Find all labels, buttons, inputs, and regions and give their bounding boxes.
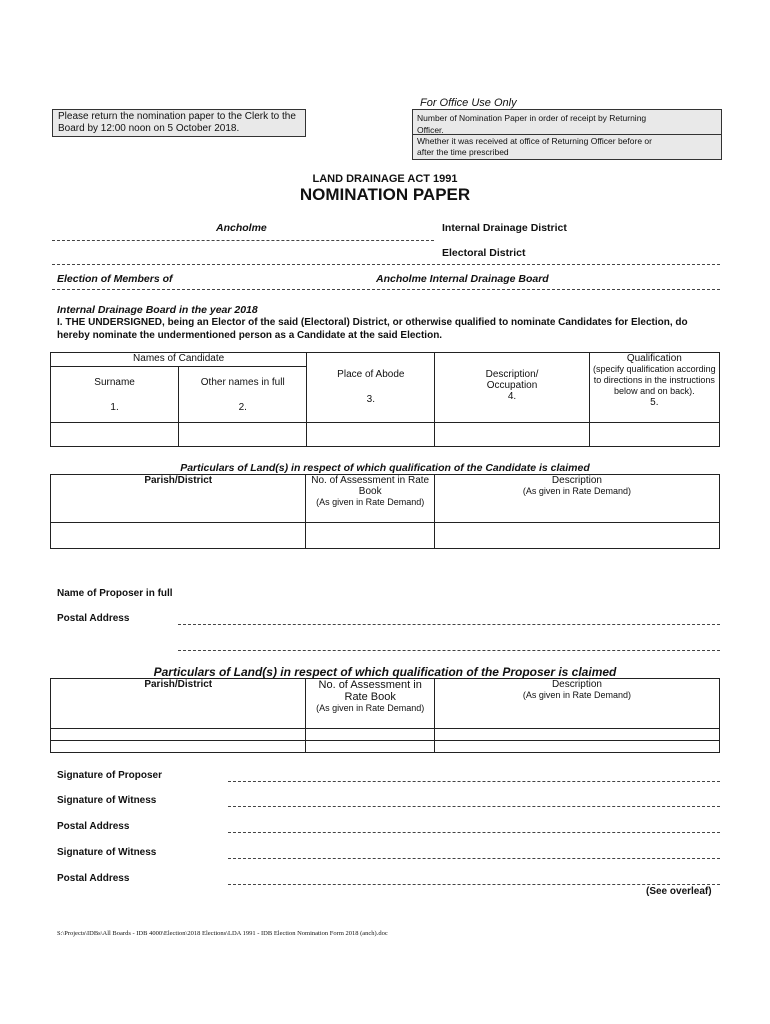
proposer-land-table [50, 678, 720, 753]
names-header: Names of Candidate [51, 353, 307, 367]
signature-witness-2-field[interactable] [228, 858, 720, 859]
election-label: Election of Members of [57, 273, 173, 285]
proposer-land-row[interactable] [51, 729, 720, 741]
witness-2-postal-field[interactable] [228, 884, 720, 885]
parish-header: Parish/District [51, 475, 306, 523]
proposer-land-row[interactable] [51, 741, 720, 753]
witness-postal-label: Postal Address [57, 821, 130, 832]
return-notice: Please return the nomination paper to the Clerk to the Board by 12:00 noon on 5 October 2018. [58, 111, 296, 134]
assessment-header: No. of Assessment in Rate Book (As given in Rate Demand) [306, 679, 434, 729]
signature-witness-field[interactable] [228, 806, 720, 807]
signature-witness-2-label: Signature of Witness [57, 847, 157, 858]
proposer-land-heading: Particulars of Land(s) in respect of which qualification of the Proposer is claimed [153, 665, 617, 679]
signature-proposer-label: Signature of Proposer [57, 770, 163, 781]
candidate-land-table [50, 474, 720, 549]
postal-field-2[interactable] [178, 650, 720, 651]
surname-header: Surname 1. [51, 367, 179, 423]
witness-postal-field[interactable] [228, 832, 720, 833]
other-names-header: Other names in full 2. [179, 367, 307, 423]
other-names-cell[interactable] [179, 423, 307, 447]
office-row-receipt: Number of Nomination Paper in order of receipt by Returning Officer. [417, 113, 647, 135]
qualification-cell[interactable] [589, 423, 719, 447]
postal-label: Postal Address [57, 613, 130, 624]
office-row-time: Whether it was received at office of Returning Officer before or after the time prescribed [417, 136, 652, 157]
surname-cell[interactable] [51, 423, 179, 447]
abode-cell[interactable] [307, 423, 435, 447]
candidate-land-heading: Particulars of Land(s) in respect of which qualification of the Candidate is claimed [180, 462, 590, 474]
land-description-header: Description (As given in Rate Demand) [434, 475, 719, 523]
election-board: Ancholme Internal Drainage Board [376, 273, 549, 285]
return-notice-box [52, 109, 306, 137]
signature-proposer-field[interactable] [228, 781, 720, 782]
act-heading: LAND DRAINAGE ACT 1991 [312, 173, 458, 185]
proposer-name-label: Name of Proposer in full [57, 588, 173, 599]
candidate-land-row[interactable] [51, 523, 720, 549]
land-description-header: Description (As given in Rate Demand) [434, 679, 719, 729]
declaration: I. THE UNDERSIGNED, being an Elector of the said (Electoral) District, or otherwise qualified to nominate Candidates for Election, do hereby nominate the undermentioned person as a Candidate at the said Election. [57, 317, 688, 341]
assessment-header: No. of Assessment in Rate Book (As given in Rate Demand) [306, 475, 434, 523]
page-title: NOMINATION PAPER [299, 185, 471, 204]
electoral-label: Electoral District [442, 247, 526, 259]
signature-witness-label: Signature of Witness [57, 795, 157, 806]
office-use-title: For Office Use Only [420, 97, 517, 109]
description-header: Description/ Occupation 4. [435, 353, 589, 423]
description-cell[interactable] [435, 423, 589, 447]
see-overleaf: (See overleaf) [646, 886, 712, 897]
file-path: S:\Projects\IDBs\All Boards - IDB 4000\Election\2018 Elections\LDA 1991 - IDB Election Nomination Form 2018 (anch).doc [57, 930, 388, 937]
idd-label: Internal Drainage District [442, 222, 567, 234]
witness-2-postal-label: Postal Address [57, 873, 130, 884]
postal-field-1[interactable] [178, 624, 720, 625]
candidate-entry-row[interactable] [51, 423, 720, 447]
abode-header: Place of Abode 3. [307, 353, 435, 423]
office-use-box [412, 109, 722, 160]
candidate-table [50, 352, 720, 447]
parish-header: Parish/District [51, 679, 306, 729]
year-line: Internal Drainage Board in the year 2018 [57, 304, 258, 316]
qualification-header: Qualification (specify qualification according to directions in the instructions below and on back). 5. [589, 353, 719, 423]
board-name: Ancholme [216, 222, 267, 234]
